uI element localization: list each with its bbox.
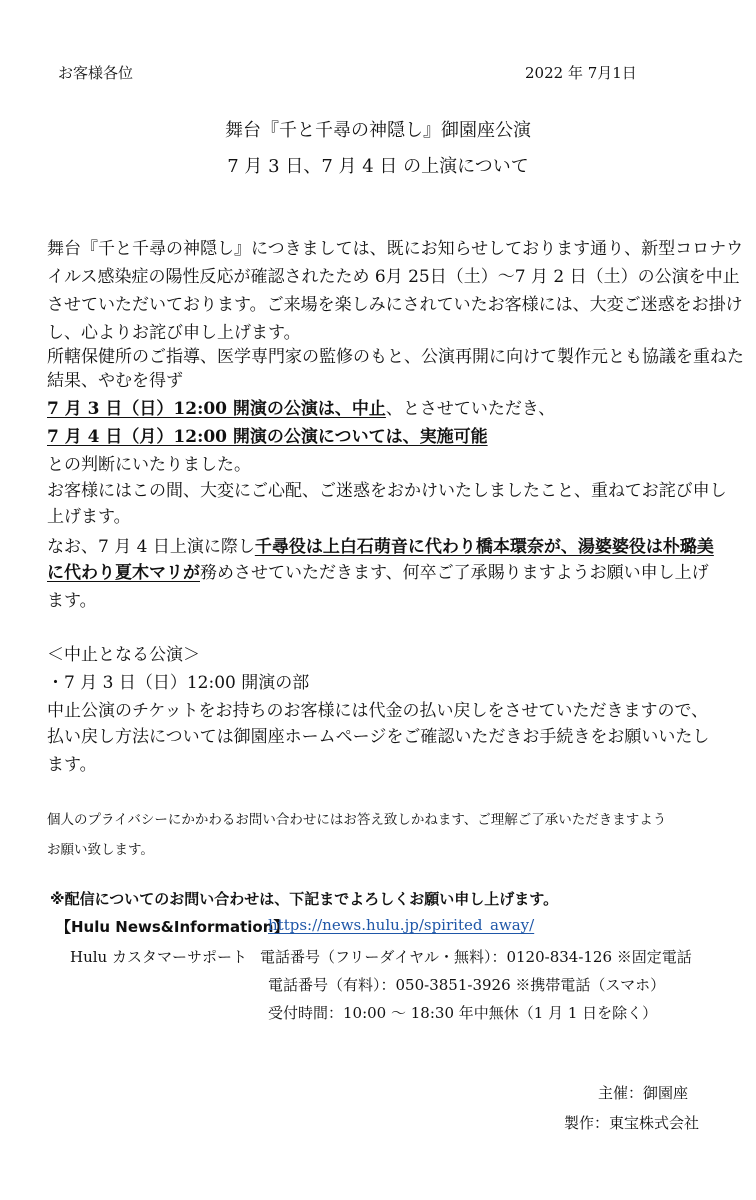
refund-line: 払い戻し方法については御園座ホームページをご確認いただきお手続きをお願いいたし (47, 727, 710, 747)
hulu-url-link[interactable]: https://news.hulu.jp/spirited_away/ (268, 916, 535, 934)
cancel-notice (47, 394, 555, 419)
title-line-1: 舞台『千と千尋の神隠し』御園座公演 (225, 120, 531, 141)
hulu-label: 【Hulu News&Information】 (56, 918, 289, 936)
cancel-notice-bold: 7 月 3 日（日）12:00 開演の公演は、中止 (47, 399, 386, 419)
refund-line: ます。 (47, 755, 97, 775)
cast-change-line-3: ます。 (47, 591, 97, 611)
refund-line: 中止公演のチケットをお持ちのお客様には代金の払い戻しをさせていただきますので、 (47, 701, 709, 721)
title-line-2: 7 月 3 日、7 月 4 日 の上演について (227, 156, 529, 177)
support-name: Hulu カスタマーサポート (70, 948, 247, 966)
body-line: させていただいております。ご来場を楽しみにされていたお客様には、大変ご迷惑をお掛け (47, 295, 743, 315)
privacy-line: お願い致します。 (47, 842, 154, 858)
business-hours: 受付時間：10:00 〜 18:30 年中無休（1 月 1 日を除く） (268, 1004, 658, 1022)
cast-prefix: なお、7 月 4 日上演に際し (47, 537, 255, 557)
body-line: 舞台『千と千尋の神隠し』につきましては、既にお知らせしております通り、新型コロナウ (47, 239, 744, 259)
document-title (0, 116, 756, 178)
cancelled-heading: ＜中止となる公演＞ (47, 645, 200, 665)
perform-notice-bold: 7 月 4 日（月）12:00 開演の公演については、実施可能 (47, 427, 488, 447)
perform-notice (47, 422, 488, 447)
phone-paid: 電話番号（有料）：050-3851-3926 ※携帯電話（スマホ） (268, 976, 666, 994)
cancelled-item: ・7 月 3 日（日）12:00 開演の部 (47, 673, 310, 693)
producer: 製作：東宝株式会社 (564, 1114, 700, 1132)
body-line: し、心よりお詫び申し上げます。 (47, 323, 301, 343)
cast-suffix: 務めさせていただきます、何卒ご了承賜りますようお願い申し上げ (200, 563, 709, 583)
phone-free: 電話番号（フリーダイヤル・無料）：0120-834-126 ※固定電話 (260, 948, 692, 966)
judgement-line: との判断にいたりました。 (47, 455, 251, 475)
body-line: 所轄保健所のご指導、医学専門家の監修のもと、公演再開に向けて製作元とも協議を重ねた (47, 347, 744, 367)
organizer: 主催：御園座 (598, 1084, 689, 1102)
document-date: 2022 年 7月1日 (525, 64, 637, 82)
cancel-notice-rest: 、とさせていただき、 (385, 399, 556, 419)
body-line: 結果、やむを得ず (47, 371, 183, 391)
cast-change-line-1 (47, 532, 714, 557)
body-line: 上げます。 (47, 507, 131, 527)
cast-change-line-2 (47, 558, 709, 583)
body-line: お客様にはこの間、大変にご心配、ご迷惑をおかけいたしましたこと、重ねてお詫び申し (47, 481, 727, 501)
body-line: イルス感染症の陽性反応が確認されたため 6月 25日（土）〜7 月 2 日（土）の公演を中止 (47, 267, 740, 287)
addressee: お客様各位 (58, 64, 134, 82)
privacy-line: 個人のプライバシーにかかわるお問い合わせにはお答え致しかねます、ご理解ご了承いただきますよう (47, 812, 667, 828)
contact-heading: ※配信についてのお問い合わせは、下記までよろしくお願い申し上げます。 (50, 890, 559, 908)
cast-bold-1: 千尋役は上白石萌音に代わり橋本環奈が、湯婆婆役は朴璐美 (254, 537, 714, 557)
cast-bold-2: に代わり夏木マリが (47, 563, 200, 583)
